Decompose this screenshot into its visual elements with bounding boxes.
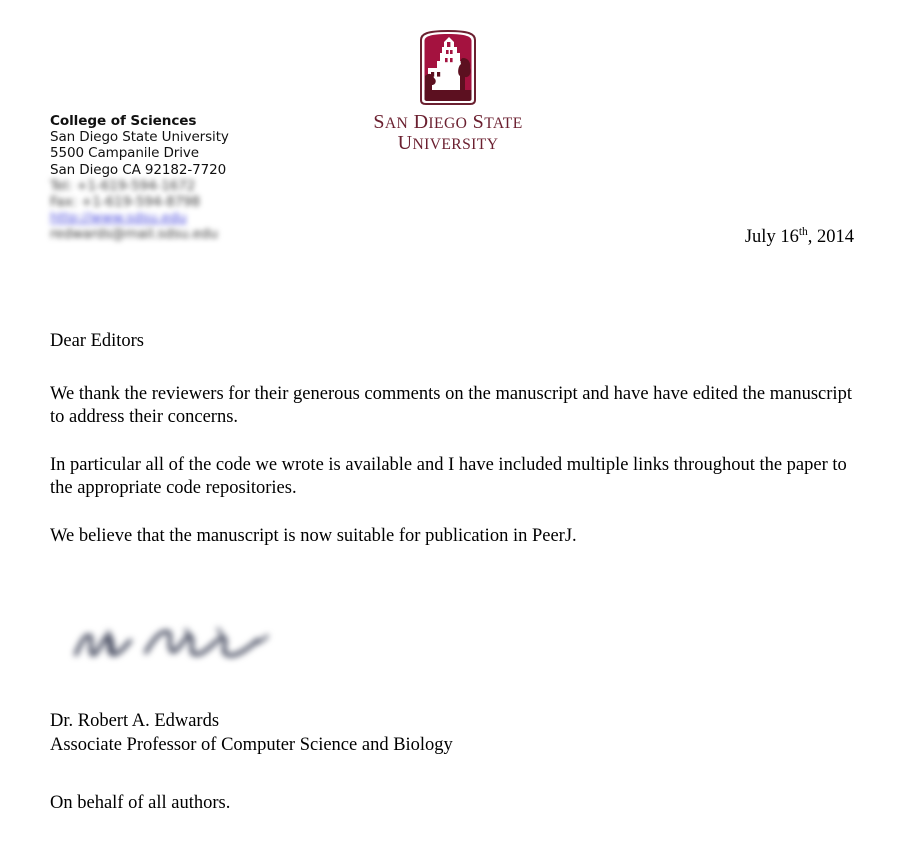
date-month-day: July 16 bbox=[744, 227, 799, 247]
handwritten-signature bbox=[68, 614, 278, 676]
sdsu-wordmark bbox=[353, 112, 543, 154]
email-line[interactable]: redwards@mail.sdsu.edu bbox=[50, 226, 218, 243]
sender-address-block bbox=[50, 113, 229, 243]
department-name: College of Sciences bbox=[50, 113, 197, 129]
telephone-line: Tel: +1-619-594-1672 bbox=[50, 177, 196, 194]
website-link[interactable]: http://www.sdsu.edu bbox=[50, 210, 187, 227]
fax-line: Fax: +1-619-594-8798 bbox=[50, 194, 201, 211]
signer-title: Associate Professor of Computer Science and Biology bbox=[50, 734, 453, 755]
body-paragraph-1: We thank the reviewers for their generous comments on the manuscript and have have edited the manuscript to address their concerns. bbox=[50, 383, 852, 427]
date-year: , 2014 bbox=[807, 227, 854, 247]
date-ordinal-suffix: th bbox=[798, 225, 808, 238]
letter-date bbox=[745, 227, 854, 248]
sdsu-crest-icon bbox=[417, 28, 479, 106]
salutation: Dear Editors bbox=[50, 331, 145, 351]
signer-name: Dr. Robert A. Edwards bbox=[50, 711, 220, 731]
body-paragraph-3: We believe that the manuscript is now suitable for publication in PeerJ. bbox=[50, 525, 577, 546]
body-paragraph-2: In particular all of the code we wrote is available and I have included multiple links throughout the paper to the appropriate code repositories. bbox=[50, 454, 847, 498]
closing-statement: On behalf of all authors. bbox=[50, 793, 231, 813]
wordmark-line-1: SAN DIEGO STATE bbox=[373, 111, 523, 133]
address-line-street: 5500 Campanile Drive bbox=[50, 145, 199, 162]
sdsu-logo bbox=[353, 28, 543, 154]
signer-block bbox=[50, 710, 453, 757]
wordmark-line-2: UNIVERSITY bbox=[397, 131, 499, 154]
address-line-city: San Diego CA 92182-7720 bbox=[50, 161, 227, 178]
address-line-university: San Diego State University bbox=[50, 129, 229, 146]
letter-body bbox=[50, 330, 856, 548]
signature-area bbox=[50, 608, 470, 696]
